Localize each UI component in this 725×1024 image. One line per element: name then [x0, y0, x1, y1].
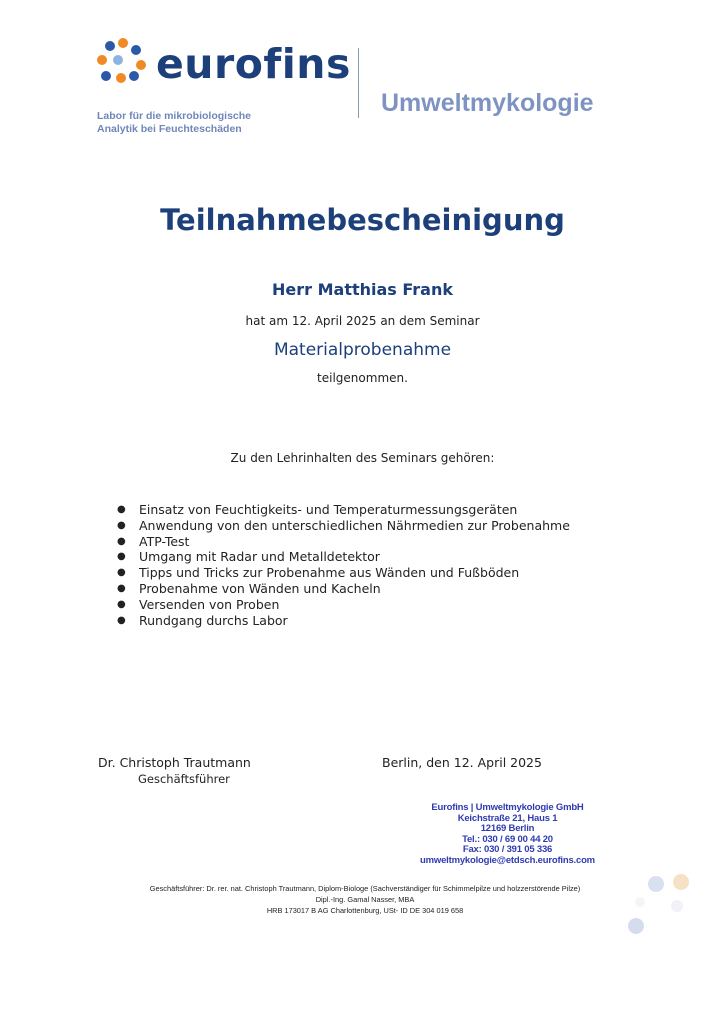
footer-line: Dipl.-Ing. Gamal Nasser, MBA — [315, 895, 415, 904]
tagline-line: Labor für die mikrobiologische — [97, 110, 252, 122]
stamp-line: Tel.: 030 / 69 00 44 20 — [462, 833, 553, 845]
footer-legal — [60, 883, 670, 916]
stamp-line: Eurofins | Umweltmykologie GmbH — [431, 802, 584, 813]
bullet-icon: ● — [117, 598, 126, 610]
eurofins-logo-icon — [96, 38, 148, 86]
topic-text: Versenden von Proben — [139, 596, 280, 612]
topic-item — [117, 597, 637, 613]
signer-name: Dr. Christoph Trautmann — [98, 755, 251, 770]
topic-text: Rundgang durchs Labor — [139, 612, 288, 628]
topic-item — [117, 613, 637, 629]
place-date: Berlin, den 12. April 2025 — [382, 755, 542, 770]
topic-item — [117, 565, 637, 581]
topic-item — [117, 502, 637, 518]
bullet-icon: ● — [117, 567, 126, 579]
seminar-name: Materialprobenahme — [273, 340, 452, 360]
stamp-line: Keichstraße 21, Haus 1 — [457, 812, 558, 824]
contents-heading: Zu den Lehrinhalten des Seminars gehören: — [230, 451, 495, 465]
company-stamp — [400, 803, 615, 866]
bullet-icon: ● — [117, 504, 126, 515]
decor-dot — [673, 874, 689, 890]
bullet-icon: ● — [117, 519, 126, 531]
topic-text: Anwendung von den unterschiedlichen Nährmedien zur Probenahme — [139, 517, 570, 533]
logo-dot — [97, 55, 107, 65]
footer-line: HRB 173017 B AG Charlottenburg, USt- ID DE 304 019 658 — [266, 906, 464, 915]
stamp-line: Fax: 030 / 391 05 336 — [462, 844, 553, 855]
topics-list — [117, 502, 637, 628]
bullet-icon: ● — [117, 614, 126, 626]
tagline-line: Analytik bei Feuchteschäden — [97, 123, 242, 135]
brand-name: eurofins — [156, 40, 351, 88]
logo-dot — [131, 45, 141, 55]
topic-item — [117, 549, 637, 565]
stamp-line: umweltmykologie@etdsch.eurofins.com — [420, 854, 595, 866]
faint-dots-decoration-icon — [620, 868, 700, 938]
topic-item — [117, 581, 637, 597]
decor-dot — [648, 876, 664, 892]
topic-item — [117, 518, 637, 534]
division-name: Umweltmykologie — [381, 89, 594, 117]
topic-text: Einsatz von Feuchtigkeits- und Temperaturmessungsgeräten — [139, 502, 518, 517]
topic-text: Umgang mit Radar und Metalldetektor — [139, 549, 380, 565]
topic-item — [117, 534, 637, 550]
bullet-icon: ● — [117, 582, 126, 594]
logo-dot — [136, 60, 146, 70]
certificate-title: Teilnahmebescheinigung — [160, 203, 565, 237]
logo-dot — [129, 71, 139, 81]
decor-dot — [635, 897, 645, 907]
footer-line: Geschäftsführer: Dr. rer. nat. Christoph Trautmann, Diplom-Biologe (Sachverständiger für Schimmelpilze und holzzerstörende Pilze) — [149, 884, 581, 893]
topic-text: Probenahme von Wänden und Kacheln — [139, 580, 381, 596]
logo-dot — [101, 71, 111, 81]
logo-dot — [113, 55, 123, 65]
signer-role: Geschäftsführer — [138, 772, 230, 786]
bullet-icon: ● — [117, 535, 126, 547]
topic-text: Tipps und Tricks zur Probenahme aus Wänden und Fußböden — [139, 565, 520, 581]
decor-dot — [671, 900, 683, 912]
recipient-name: Herr Matthias Frank — [272, 280, 453, 299]
header-divider — [358, 48, 359, 118]
logo-dot — [116, 73, 126, 83]
logo-dot — [118, 38, 128, 48]
decor-dot — [628, 918, 644, 934]
bullet-icon: ● — [117, 551, 126, 563]
attendance-intro: hat am 12. April 2025 an dem Seminar — [245, 314, 480, 328]
attendance-outro: teilgenommen. — [317, 371, 408, 385]
stamp-line: 12169 Berlin — [480, 823, 535, 834]
topic-text: ATP-Test — [139, 533, 190, 549]
logo-dot — [105, 41, 115, 51]
lab-tagline — [97, 110, 287, 136]
